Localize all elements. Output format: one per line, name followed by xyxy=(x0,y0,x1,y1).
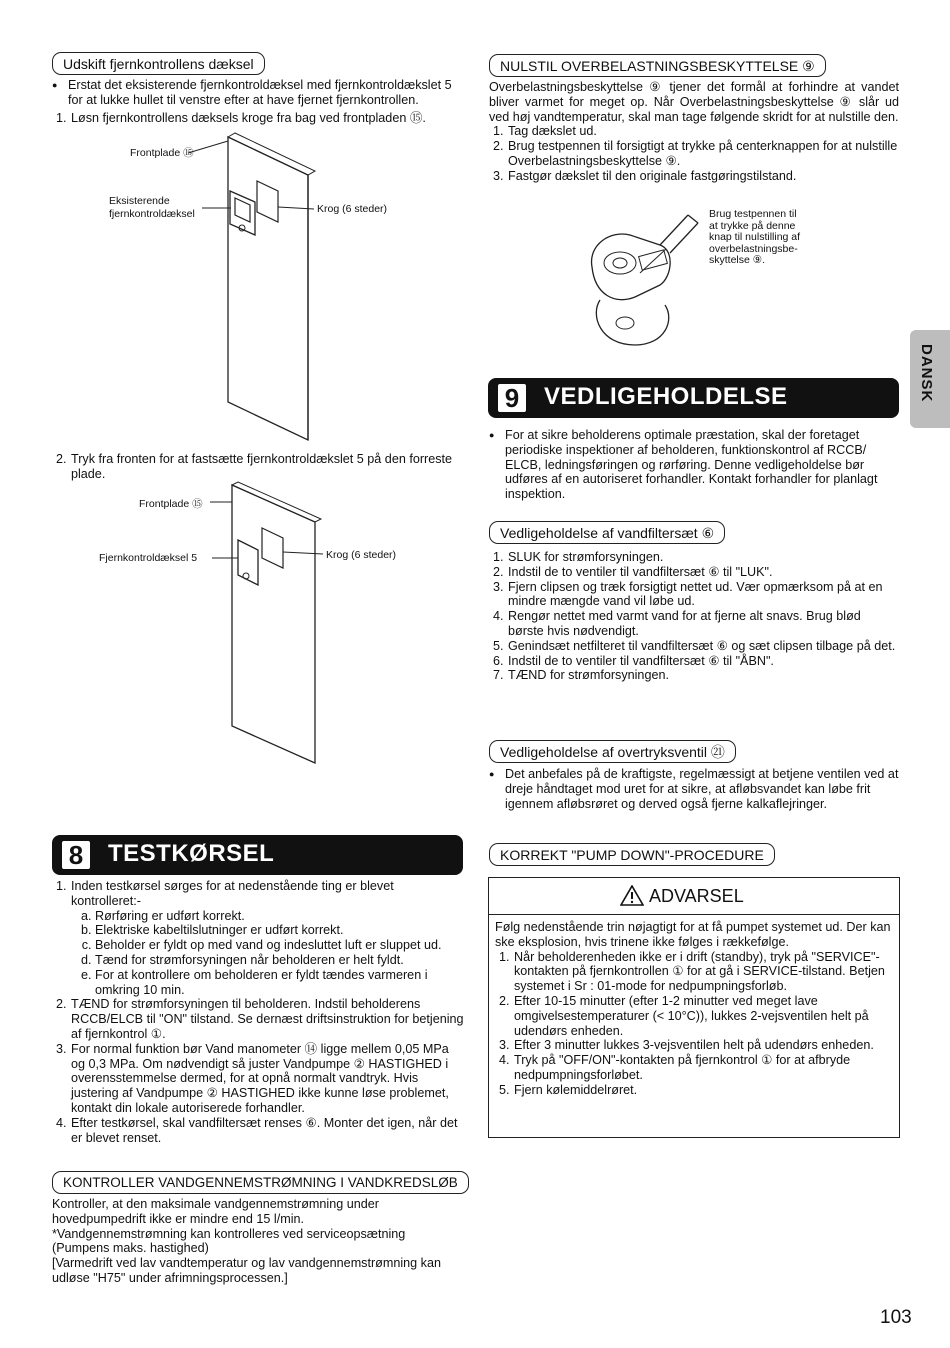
test-run-substep-e: e. For at kontrollere om beholderen er fyldt tændes varmeren i omkring 10 min. xyxy=(95,968,464,998)
section-8-title: TESTKØRSEL xyxy=(108,840,275,867)
fig1-hook-label: Krog (6 steder) xyxy=(317,203,388,215)
fig1-existing-label-2: fjernkontroldæksel xyxy=(109,208,195,220)
overload-caption-line-5: skyttelse ⑨. xyxy=(709,254,766,266)
maintenance-text xyxy=(489,428,899,502)
overload-caption-line-1: Brug testpennen til xyxy=(709,208,797,220)
flow-line-3: [Varmedrift ved lav vandtemperatur og lav vandgennemstrømning kan udløse "H75" under afrimningsprocessen.] xyxy=(52,1256,441,1285)
overload-text xyxy=(489,80,899,184)
warning-title: ADVARSEL xyxy=(649,886,744,906)
warning-step-3: 3. Efter 3 minutter lukkes 3-vejsventilen helt på udendørs enheden. xyxy=(513,1038,893,1053)
overload-step-1: 1. Tag dækslet ud. xyxy=(507,124,899,139)
figure-overload-protector xyxy=(580,205,710,355)
warning-intro: Følg nedenstående trin nøjagtigt for at få pumpet systemet ud. Der kan ske eksplosion, hvis trinene ikke følges i rækkefølge. xyxy=(495,920,891,949)
remote-cover-step-1: 1. Løsn fjernkontrollens dæksels kroge fra bag ved frontpladen ⑮. xyxy=(70,111,464,126)
test-run-step-3: 3. For normal funktion bør Vand manometer ⑭ ligge mellem 0,05 MPa og 0,3 MPa. Om nødvendigt så juster Vandpumpe ② HASTIGHED i overensstemmelse dermed, for at opnå normalt vandtryk. Hvis justering af Vandpumpe ② HASTIGHED ikke kunne løse problemet, kontakt din lokale autoriserede forhandler. xyxy=(70,1042,464,1116)
test-run-substep-a: a. Rørføring er udført korrekt. xyxy=(95,909,464,924)
remote-cover-step-2: 2. Tryk fra fronten for at fastsætte fjernkontroldækslet 5 på den forreste plade. xyxy=(70,452,464,482)
section-9-number: 9 xyxy=(498,384,526,412)
section-8-number: 8 xyxy=(62,841,90,869)
warning-step-4: 4. Tryk på "OFF/ON"-kontakten på fjernkontrol ① for at afbryde nedpumpningsforløbet. xyxy=(513,1053,893,1083)
remote-cover-steps-1 xyxy=(52,111,464,126)
test-run-steps xyxy=(52,879,464,1145)
fig2-hook-label: Krog (6 steder) xyxy=(326,549,397,561)
overload-caption-line-2: at trykke på denne xyxy=(709,219,796,232)
figure-remote-cover-removal xyxy=(90,125,450,445)
filter-step-2: 2. Indstil de to ventiler til vandfiltersæt ⑥ til "LUK". xyxy=(507,565,899,580)
test-run-substep-c: c. Beholder er fyldt op med vand og indesluttet luft er sluppet ud. xyxy=(95,938,464,953)
overload-caption-line-4: overbelastningsbe- xyxy=(709,242,798,255)
filter-steps xyxy=(489,550,899,683)
test-run-step-2: 2. TÆND for strømforsyningen til beholderen. Indstil beholderens RCCB/ELCB til "ON" tilstand. Se dernæst driftsinstruktion for betjening af fjernkontrol ①. xyxy=(70,997,464,1041)
filter-step-4: 4. Rengør nettet med varmt vand for at fjerne alt snavs. Brug blød børste hvis nødvendigt. xyxy=(507,609,899,639)
warning-triangle-icon xyxy=(620,885,644,906)
maintenance-bullet: ● For at sikre beholderens optimale præstation, skal der foretaget periodiske inspektioner af beholderen, funktionskontrol af RCCB/ ELCB, ledningsføringen og rørføring. Denne vedligeholdelse bør udføres af en autoriseret forhandler. Kontakt forhandler for planlagt inspektion. xyxy=(489,428,899,502)
flow-text xyxy=(52,1197,464,1286)
filter-step-6: 6. Indstil de to ventiler til vandfiltersæt ⑥ til "ÅBN". xyxy=(507,654,899,669)
test-run-substep-d: d. Tænd for strømforsyningen når beholderen er helt fyldt. xyxy=(95,953,464,968)
warning-header xyxy=(489,878,899,915)
filter-step-7: 7. TÆND for strømforsyningen. xyxy=(507,668,899,683)
filter-step-5: 5. Genindsæt netfilteret til vandfiltersæt ⑥ og sæt clipsen tilbage på det. xyxy=(507,639,899,654)
warning-steps xyxy=(495,950,893,1098)
remote-cover-steps-2 xyxy=(52,452,464,482)
pumpdown-heading: KORREKT "PUMP DOWN"-PROCEDURE xyxy=(489,843,775,866)
section-8-header xyxy=(52,835,463,875)
fig2-cover-label: Fjernkontroldæksel 5 xyxy=(99,552,198,564)
overload-caption-line-3: knap til nulstilling af xyxy=(709,231,801,243)
warning-step-2: 2. Efter 10-15 minutter (efter 1-2 minutter ved meget lave omgivelsestemperaturer (< 10°C)), lukkes 2-vejsventilen helt på udendørs enheden. xyxy=(513,994,893,1038)
fig1-frontplate-label: Frontplade ⑮ xyxy=(130,147,194,159)
warning-step-1: 1. Når beholderenheden ikke er i drift (standby), tryk på "SERVICE"-kontakten på fjernkontrollen ① for at gå i SERVICE-tilstand. Betjen systemet i Sr : 01-mode for nedpumpningsforløb. xyxy=(513,950,893,994)
relief-heading: Vedligeholdelse af overtryksventil ㉑ xyxy=(489,740,736,763)
overload-step-3: 3. Fastgør dækslet til den originale fastgøringstilstand. xyxy=(507,169,899,184)
overload-heading: NULSTIL OVERBELASTNINGSBESKYTTELSE ⑨ xyxy=(489,54,826,77)
test-run-substep-b: b. Elektriske kabeltilslutninger er udført korrekt. xyxy=(95,923,464,938)
test-run-substeps xyxy=(71,909,464,998)
warning-box xyxy=(488,877,900,1138)
section-9-title: VEDLIGEHOLDELSE xyxy=(544,383,788,410)
remote-cover-bullet: ● Erstat det eksisterende fjernkontroldæksel med fjernkontroldækslet 5 for at lukke hullet til venstre efter at have fjernet fjernkontrollen. xyxy=(52,78,464,108)
section-9-header xyxy=(488,378,899,418)
remote-cover-heading: Udskift fjernkontrollens dæksel xyxy=(52,52,265,75)
fig1-existing-label-1: Eksisterende xyxy=(109,195,170,207)
remote-cover-text xyxy=(52,78,464,125)
language-tab-label: DANSK xyxy=(918,344,935,403)
overload-caption xyxy=(709,209,800,267)
warning-step-5: 5. Fjern kølemiddelrøret. xyxy=(513,1083,893,1098)
flow-line-1: Kontroller, at den maksimale vandgennemstrømning under hovedpumpedrift ikke er mindre end 15 l/min. xyxy=(52,1197,379,1226)
flow-heading: KONTROLLER VANDGENNEMSTRØMNING I VANDKREDSLØB xyxy=(52,1171,469,1194)
language-tab xyxy=(910,330,950,428)
test-run-step-1-text: Inden testkørsel sørges for at nedenstående ting er blevet kontrolleret:- xyxy=(71,879,394,908)
filter-text xyxy=(489,550,899,683)
overload-step-2: 2. Brug testpennen til forsigtigt at trykke på centerknappen for at nulstille Overbelastningsbeskyttelse ⑨. xyxy=(507,139,899,169)
page-number: 103 xyxy=(880,1307,912,1328)
remote-cover-text-2 xyxy=(52,452,464,482)
filter-step-1: 1. SLUK for strømforsyningen. xyxy=(507,550,899,565)
fig2-frontplate-label: Frontplade ⑮ xyxy=(139,498,203,510)
filter-step-3: 3. Fjern clipsen og træk forsigtigt nettet ud. Vær opmærksom på at en mindre mængde vand vil løbe ud. xyxy=(507,580,899,610)
overload-steps xyxy=(489,124,899,183)
flow-line-2: *Vandgennemstrømning kan kontrolleres ved serviceopsætning (Pumpens maks. hastighed) xyxy=(52,1226,406,1256)
relief-text xyxy=(489,767,899,811)
filter-heading: Vedligeholdelse af vandfiltersæt ⑥ xyxy=(489,521,725,544)
figure-remote-cover-install xyxy=(190,480,450,770)
overload-intro: Overbelastningsbeskyttelse ⑨ tjener det formål at forhindre at vandet bliver varmet for meget op. Når Overbelastningsbeskyttelse ⑨ slår ud ved høj vandtemperatur, skal man tage følgende skridt for at nulstille den. xyxy=(489,80,899,124)
test-run-text xyxy=(52,879,464,1145)
test-run-step-1 xyxy=(70,879,464,997)
relief-bullet: ● Det anbefales på de kraftigste, regelmæssigt at betjene ventilen ved at dreje håndtaget mod uret for at sikre, at afløbsvandet kan løbe frit igennem afløbsrøret og derved også fjerne kalkaflejringer. xyxy=(489,767,899,811)
warning-text xyxy=(495,920,893,1098)
test-run-step-4: 4. Efter testkørsel, skal vandfiltersæt renses ⑥. Monter det igen, når det er blevet renset. xyxy=(70,1116,464,1146)
